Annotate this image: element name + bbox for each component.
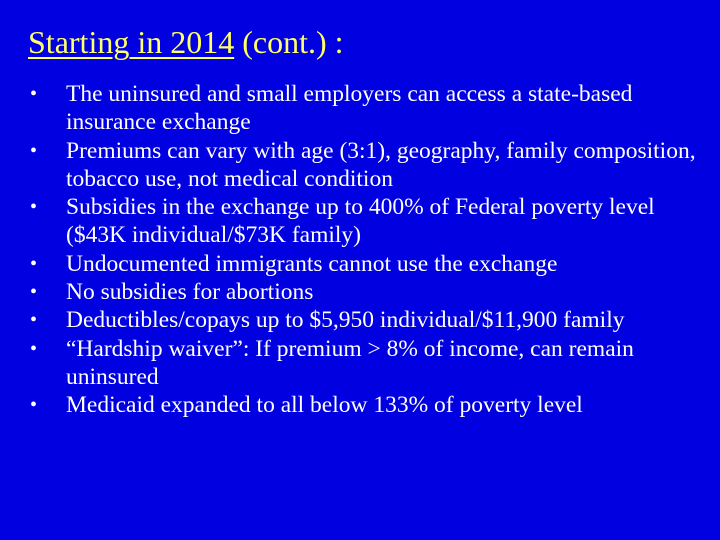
bullet-text: Deductibles/copays up to $5,950 individual/$11,900 family (66, 307, 625, 334)
bullet-item (30, 250, 715, 278)
bullet-icon: • (30, 196, 38, 219)
bullet-text: Medicaid expanded to all below 133% of poverty level (66, 392, 583, 419)
bullet-item (30, 193, 715, 250)
bullet-text: Subsidies in the exchange up to 400% of Federal poverty level ($43K individual/$73K family) (66, 194, 655, 249)
bullet-item (30, 335, 715, 392)
slide-title-underlined: Starting in 2014 (28, 24, 235, 60)
bullet-icon: • (30, 83, 38, 105)
bullet-icon: • (30, 139, 38, 162)
bullet-item (30, 391, 715, 419)
bullet-item (30, 278, 715, 306)
bullet-text: Undocumented immigrants cannot use the exchange (66, 250, 558, 277)
slide-title-rest: (cont.) : (234, 24, 344, 60)
slide-title (28, 20, 344, 64)
bullet-icon: • (30, 394, 38, 417)
bullet-item (30, 80, 715, 137)
bullet-icon: • (30, 281, 38, 304)
bullet-icon: • (30, 337, 38, 360)
bullet-item (30, 306, 715, 334)
bullet-list (30, 80, 715, 420)
bullet-icon: • (30, 252, 38, 275)
bullet-text: “Hardship waiver”: If premium > 8% of income, can remain uninsured (66, 335, 634, 390)
bullet-icon: • (30, 309, 38, 332)
bullet-item (30, 137, 715, 194)
bullet-text: No subsidies for abortions (66, 279, 314, 306)
bullet-text: The uninsured and small employers can access a state-based insurance exchange (66, 81, 633, 136)
bullet-text: Premiums can vary with age (3:1), geography, family composition, tobacco use, not medical condition (66, 137, 696, 192)
